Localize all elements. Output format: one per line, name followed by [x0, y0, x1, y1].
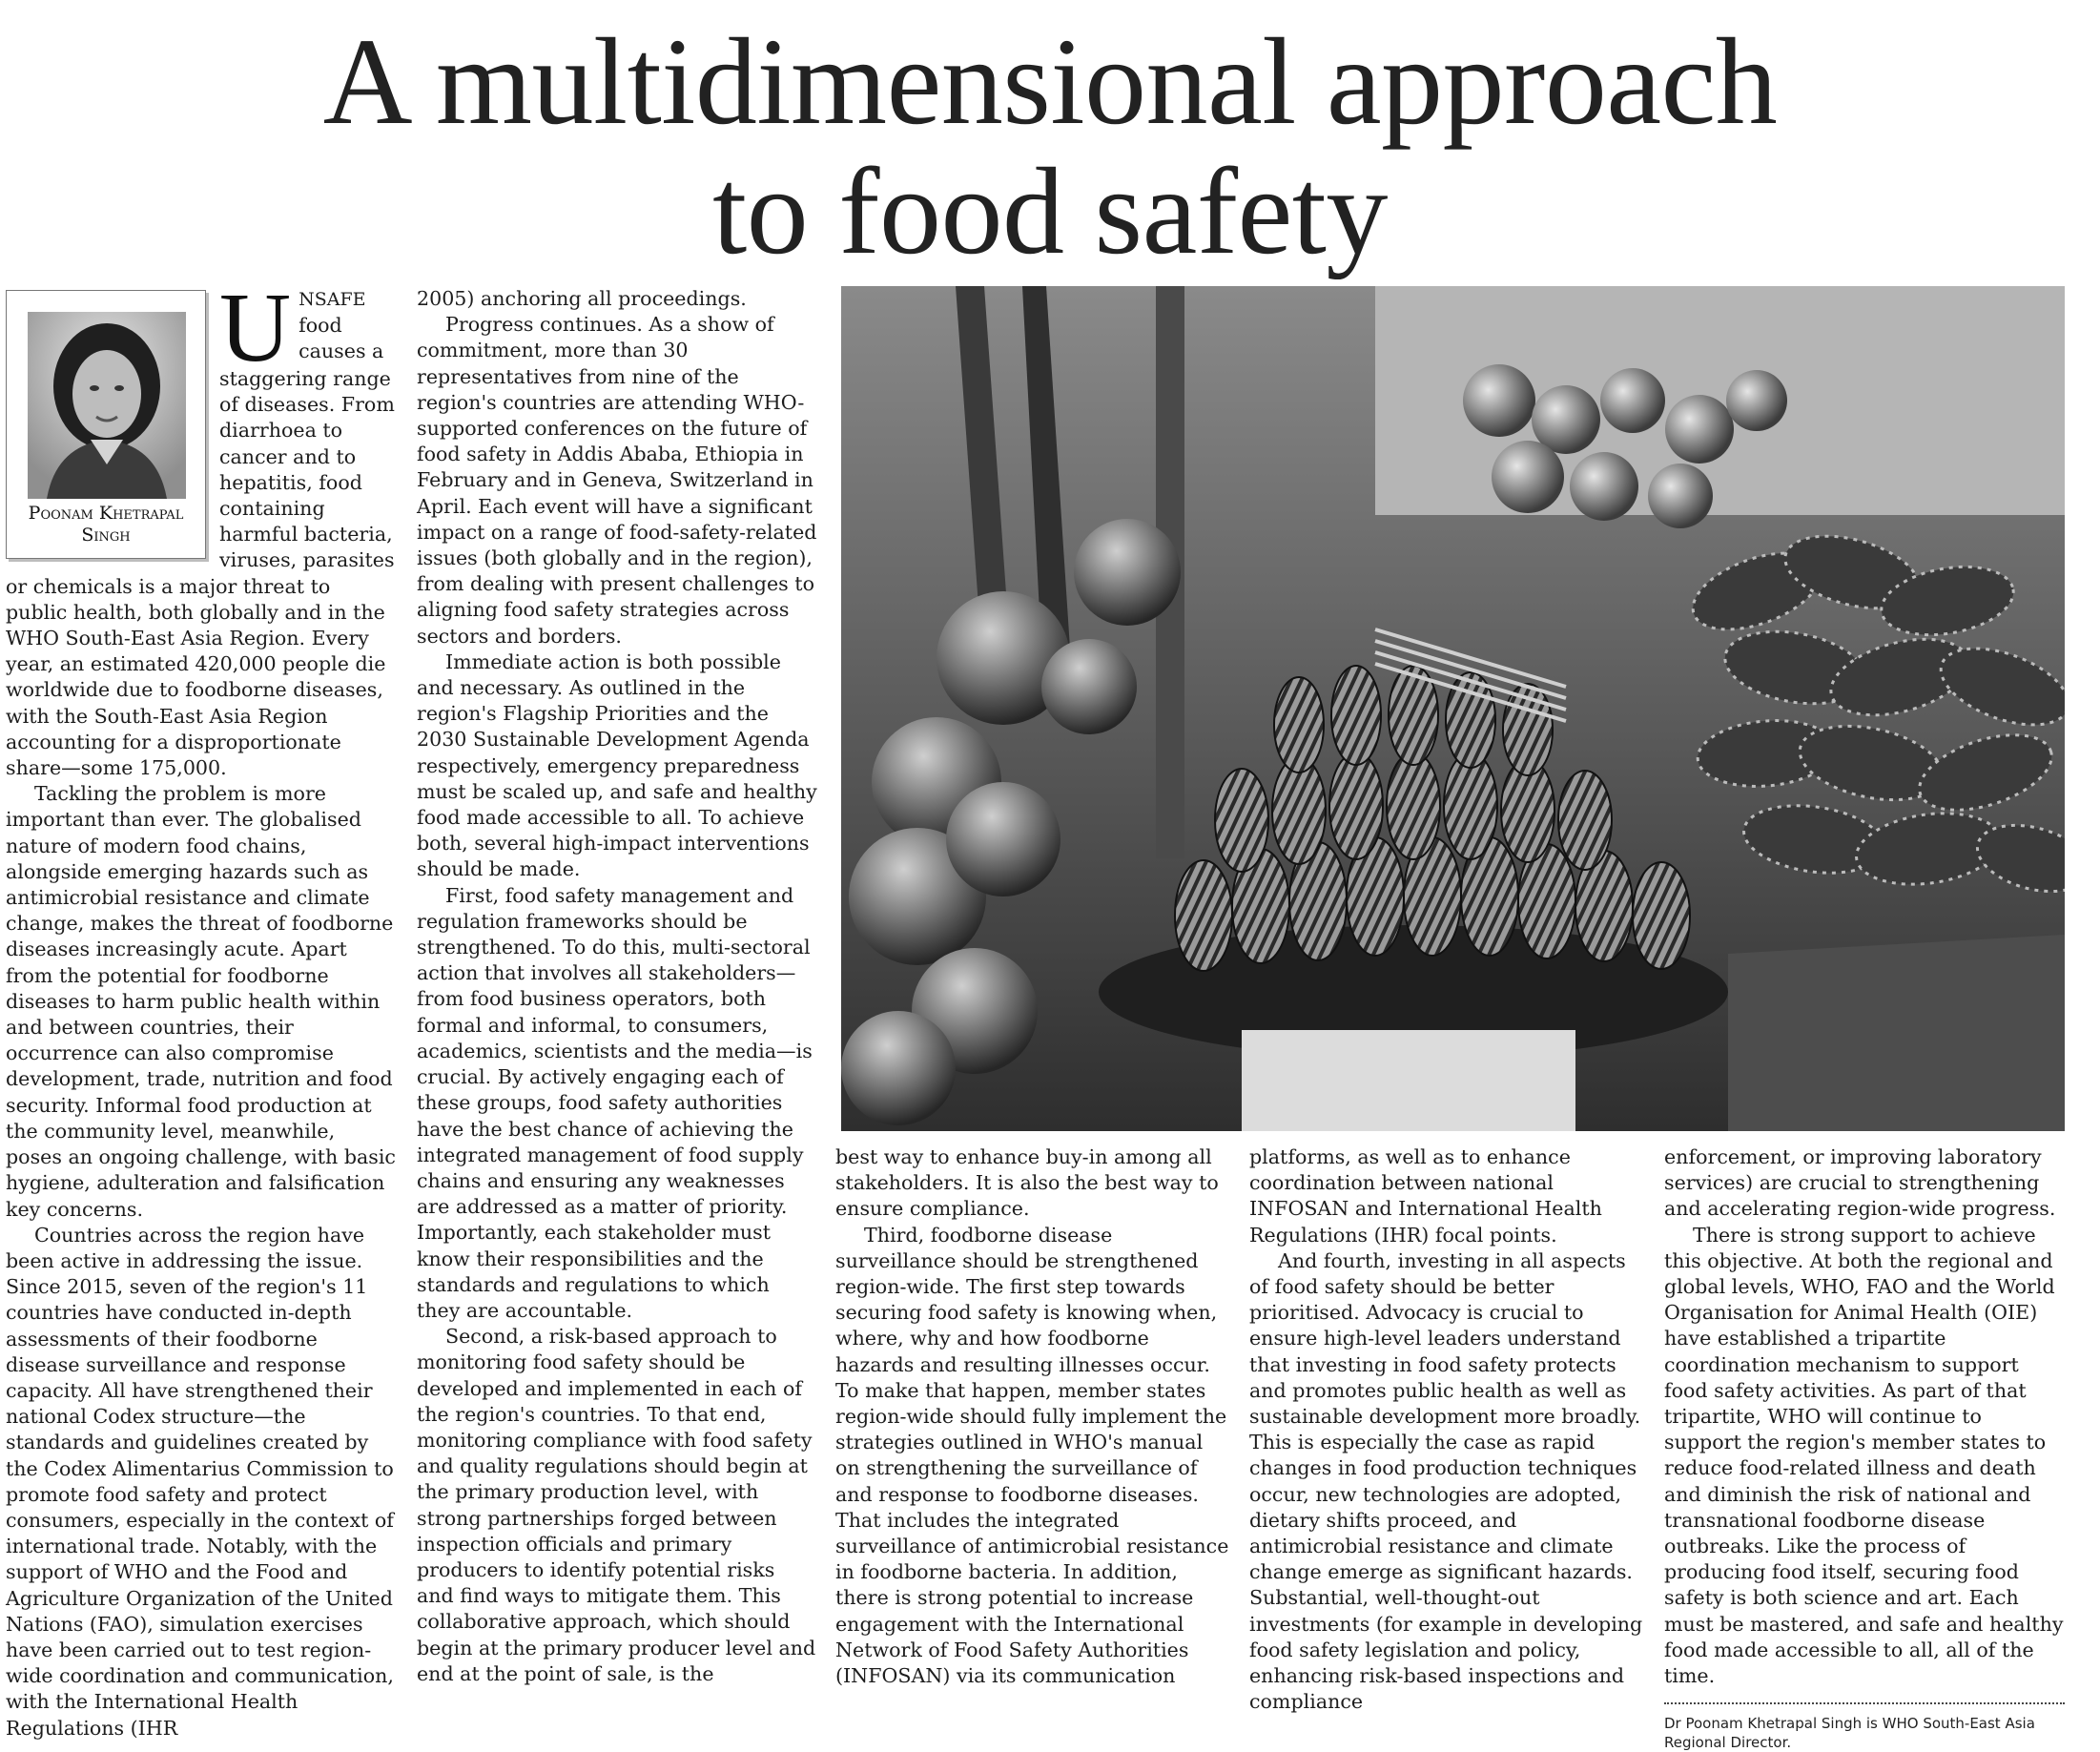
drop-cap: U [219, 273, 292, 382]
paragraph: 2005) anchoring all proceedings. [417, 287, 747, 310]
headline-line-2: to food safety [712, 143, 1388, 280]
lead-text: food causes a staggering range of diseases. From diarrhoea to cancer and to hepatitis, food containing harmful bacteria, viruses, parasites or chemicals is a major threat to public health, both globally and in the WHO South-East Asia Region. Every year, an estimated 420,000 people die worldwide due to foodborne diseases, with the South-East Asia Region accounting for a disproportionate share—some 175,000. [6, 314, 395, 780]
article-column-1 [6, 273, 397, 1742]
paragraph: There is strong support to achieve this objective. At both the regional and global levels, WHO, FAO and the World Organisation for Animal Health (OIE) have established a tripartite coordination mechanism to support food safety activities. As part of that tripartite, WHO will continue to support the region's member states to reduce food-related illness and death and diminish the risk of national and transnational foodborne disease outbreaks. Like the process of producing food itself, securing food safety is both science and art. Each must be mastered, and safe and healthy food made accessible to all, all of the time. [1664, 1223, 2064, 1688]
article-column-5 [1664, 1144, 2065, 1752]
author-box [6, 290, 206, 559]
paragraph: First, food safety management and regulation frameworks should be strengthened. To do this, multi-sectoral action that involves all stakeholders—from food business operators, both formal and informal, to consumers, academics, scientists and the media—is crucial. By actively engaging each of these groups, food safety authorities have the best chance of achieving the integrated management of food supply chains and ensuring any weaknesses are addressed as a matter of priority. Importantly, each stakeholder must know their responsibilities and the standards and regulations to which they are accountable. [417, 883, 813, 1322]
headline [0, 13, 2100, 280]
market-photo [841, 286, 2065, 1131]
paragraph: Third, foodborne disease surveillance should be strengthened region-wide. The first step towards securing food safety is knowing when, where, why and how foodborne hazards and resulting illnesses occur. To make that happen, member states region-wide should fully implement the strategies outlined in WHO's manual on strengthening the surveillance of and response to foodborne diseases. That includes the integrated surveillance of antimicrobial resistance in foodborne bacteria. In addition, there is strong potential to increase engagement with the International Network of Food Safety Authorities (INFOSAN) via its communication [835, 1223, 1229, 1688]
article-column-4 [1249, 1144, 1645, 1715]
market-vegetables-photo-icon [841, 286, 2065, 1131]
article-column-3 [835, 1144, 1231, 1689]
article-column-2 [417, 286, 817, 1687]
paragraph: Tackling the problem is more important than ever. The globalised nature of modern food chains, alongside emerging hazards such as antimicrobial resistance and climate change, makes the threat of foodborne diseases increasingly acute. Apart from the potential for foodborne diseases to harm public health within and between countries, their occurrence can also compromise development, trade, nutrition and food security. Informal food production at the community level, meanwhile, poses an ongoing challenge, with basic hygiene, adulteration and falsification key concerns. [6, 782, 396, 1221]
headline-line-1: A multidimensional approach [322, 13, 1778, 151]
paragraph: Countries across the region have been active in addressing the issue. Since 2015, seven of the region's 11 countries have conducted in-depth assessments of their foodborne disease surveillance and response capacity. All have strengthened their national Codex structure—the standards and guidelines created by the Codex Alimentarius Commission to promote food safety and protect consumers, especially in the context of international trade. Notably, with the support of WHO and the Food and Agriculture Organization of the United Nations (FAO), simulation exercises have been carried out to test region-wide coordination and communication, with the International Health Regulations (IHR [6, 1223, 394, 1740]
paragraph: And fourth, investing in all aspects of food safety should be better prioritised. Advocacy is crucial to ensure high-level leaders understand that investing in food safety protects and promotes public health as well as sustainable development more broadly. This is especially the case as rapid changes in food production techniques occur, new technologies are adopted, dietary shifts proceed, and antimicrobial resistance and climate change emerge as significant hazards. Substantial, well-thought-out investments (for example in developing food safety legislation and policy, enhancing risk-based inspections and compliance [1249, 1248, 1643, 1714]
author-portrait [28, 312, 186, 499]
paragraph: Progress continues. As a show of commitment, more than 30 representatives from nine of the region's countries are attending WHO-supported conferences on the future of food safety in Addis Ababa, Ethiopia in February and in Geneva, Switzerland in April. Each event will have a significant impact on a range of food-safety-related issues (both globally and in the region), from dealing with present challenges to aligning food safety strategies across sectors and borders. [417, 313, 817, 648]
lead-first-word: NSAFE [299, 289, 366, 310]
author-name-line-2: Singh [81, 525, 131, 546]
paragraph: enforcement, or improving laboratory services) are crucial to strengthening and accelerating region-wide progress. [1664, 1145, 2056, 1221]
paragraph: Immediate action is both possible and necessary. As outlined in the region's Flagship Priorities and the 2030 Sustainable Development Agenda respectively, emergency preparedness must be scaled up, and safe and healthy food made accessible to all. To achieve both, several high-impact interventions should be made. [417, 649, 817, 881]
author-credit: Dr Poonam Khetrapal Singh is WHO South-East Asia Regional Director. [1664, 1715, 2035, 1752]
portrait-icon [28, 312, 186, 499]
paragraph: platforms, as well as to enhance coordination between national INFOSAN and International Health Regulations (IHR) focal points. [1249, 1145, 1602, 1247]
divider [1664, 1702, 2065, 1704]
paragraph: Second, a risk-based approach to monitoring food safety should be developed and implemented in each of the region's countries. To that end, monitoring compliance with food safety and quality regulations should begin at the primary production level, with strong partnerships forged between inspection officials and primary producers to identify potential risks and find ways to mitigate them. This collaborative approach, which should begin at the primary producer level and end at the point of sale, is the [417, 1325, 816, 1685]
paragraph: best way to enhance buy-in among all stakeholders. It is also the best way to ensure compliance. [835, 1145, 1219, 1221]
author-name-line-1: Poonam Khetrapal [28, 503, 184, 524]
author-name [7, 503, 205, 546]
